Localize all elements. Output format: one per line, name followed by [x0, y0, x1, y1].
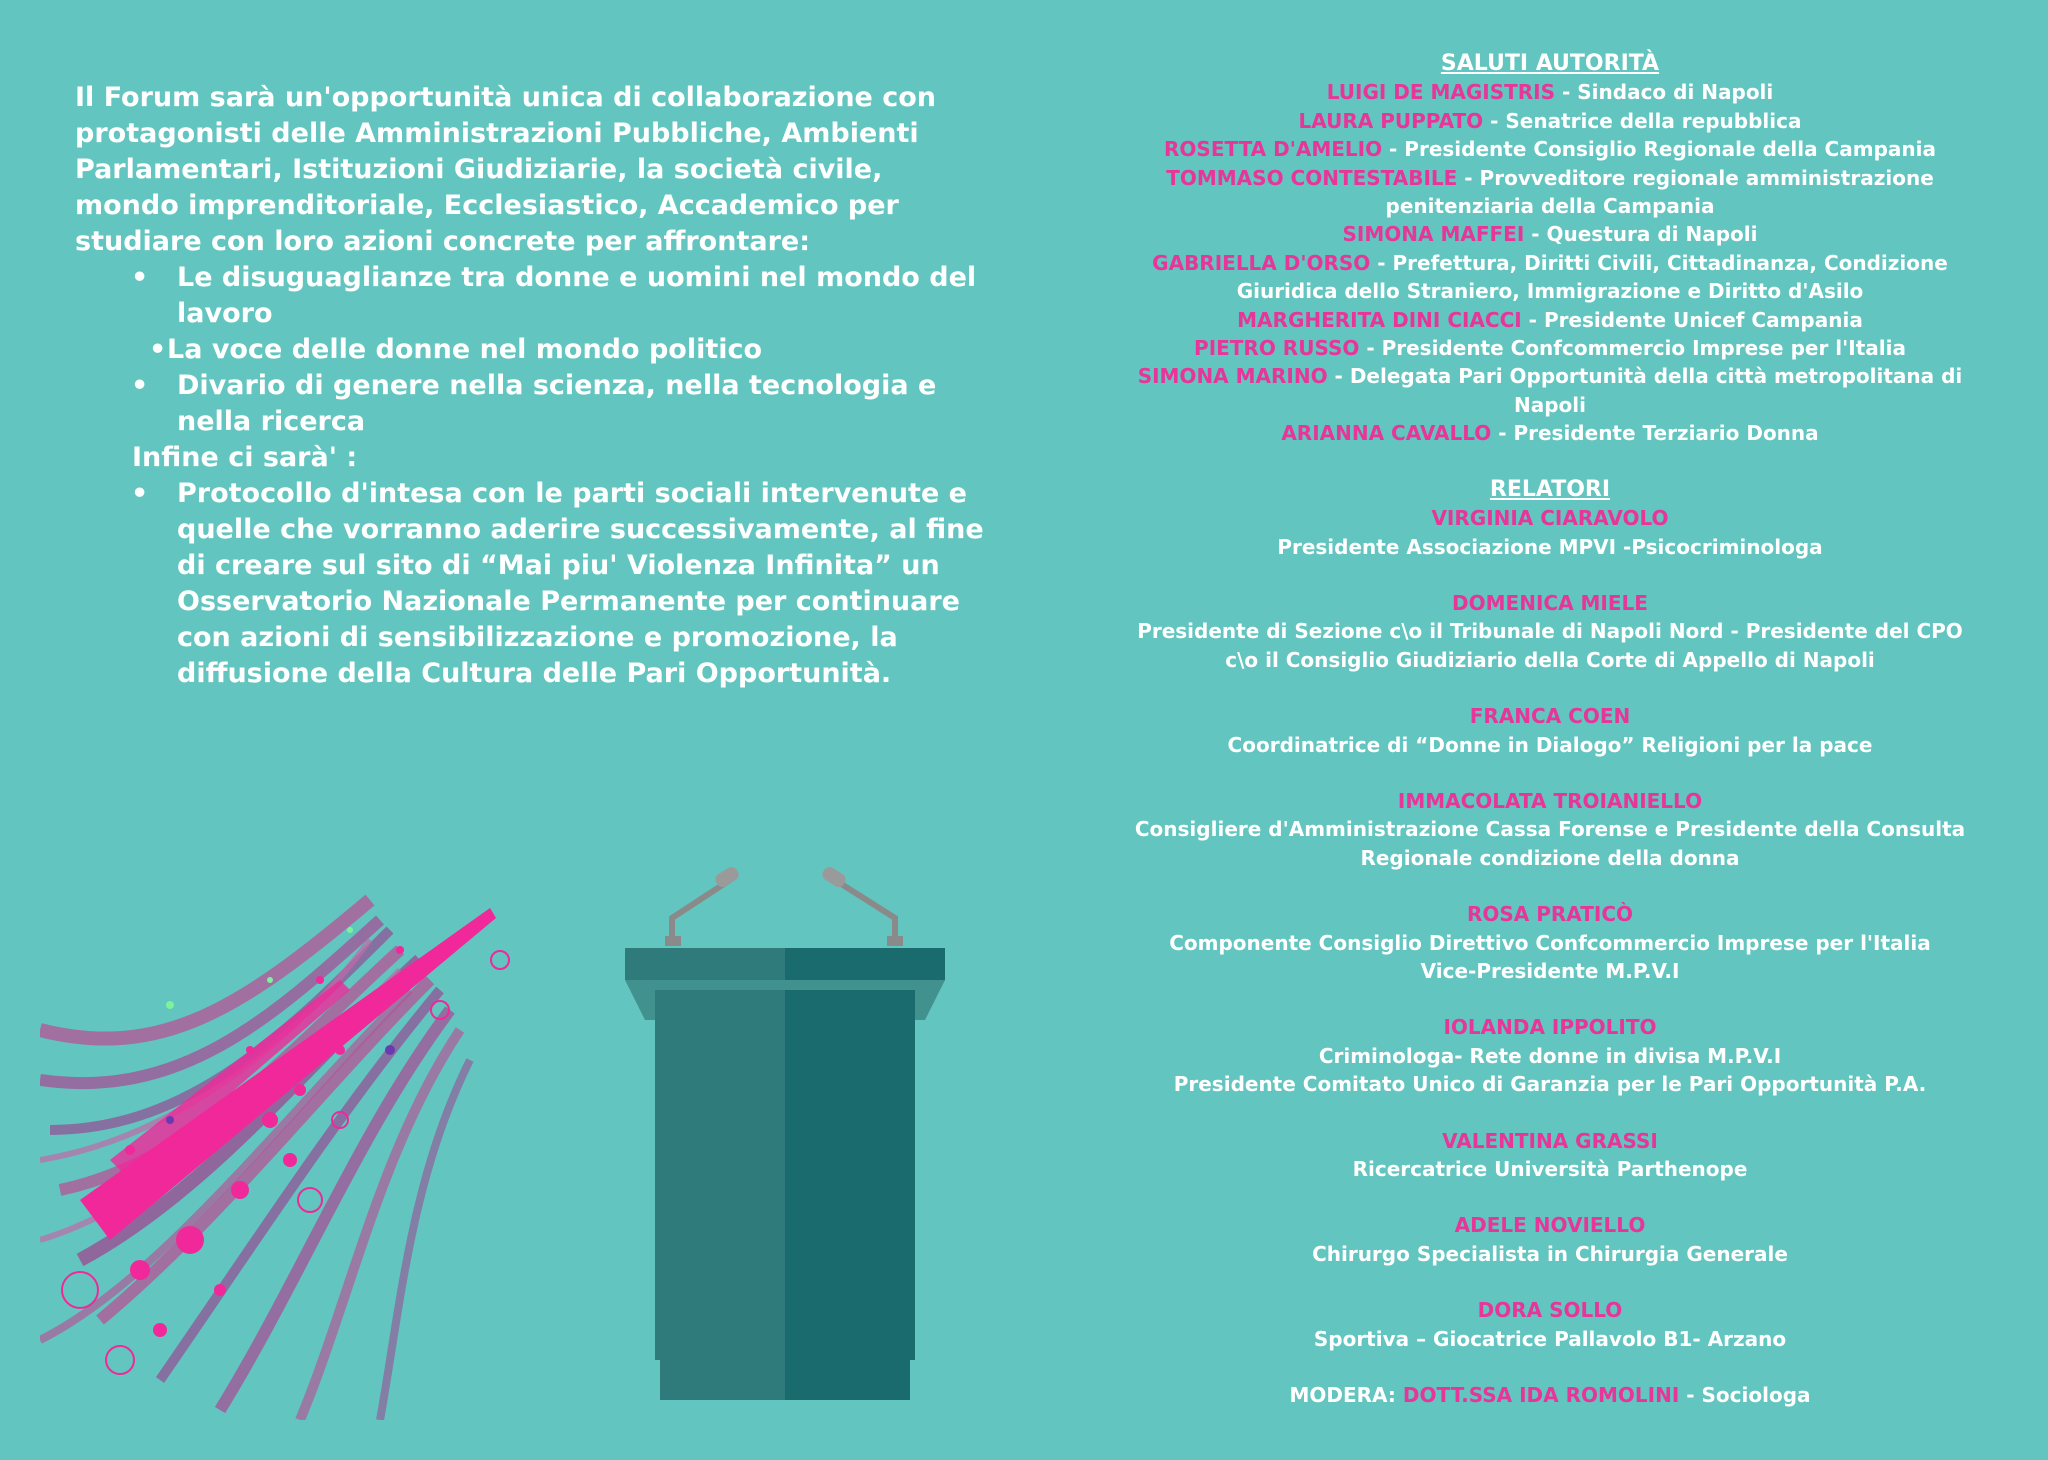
relatore-role: Criminologa- Rete donne in divisa M.P.V.I — [1318, 1043, 1782, 1068]
saluti-name: ARIANNA CAVALLO — [1281, 421, 1492, 446]
saluti-role: - Questura di Napoli — [1524, 222, 1758, 247]
relatore-item — [1110, 1127, 1990, 1184]
relatore-item — [1110, 702, 1990, 759]
relatore-role: Chirurgo Specialista in Chirurgia Generale — [1312, 1241, 1788, 1266]
saluti-item — [1110, 419, 1990, 447]
relatore-name: FRANCA COEN — [1469, 704, 1631, 729]
saluti-heading: SALUTI AUTORITÀ — [1440, 51, 1660, 76]
topic-item: • Divario di genere nella scienza, nella tecnologia e nella ricerca — [75, 368, 995, 440]
saluti-role: - Senatrice della repubblica — [1483, 108, 1802, 133]
relatore-role: Regionale condizione della donna — [1360, 845, 1740, 870]
saluti-role: - Presidente Unicef Campania — [1521, 307, 1863, 332]
relatore-name: ROSA PRATICÒ — [1467, 902, 1633, 927]
relatore-name: VIRGINIA CIARAVOLO — [1431, 506, 1669, 531]
relatore-role: Vice-Presidente M.P.V.I — [1420, 958, 1680, 983]
relatore-role: Presidente Associazione MPVI -Psicocriminologa — [1277, 534, 1823, 559]
moderator-role: - Sociologa — [1679, 1383, 1811, 1408]
saluti-item — [1110, 164, 1990, 221]
protocol-item: • Protocollo d'intesa con le parti sociali intervenute e quelle che vorranno aderire successivamente, al fine di creare sul sito di “Mai piu' Violenza Infinita” un Osservatorio Nazionale Permanente per continuare con azioni di sensibilizzazione e promozione, la diffusione della Cultura delle Pari Opportunità. — [75, 476, 995, 692]
saluti-item — [1110, 306, 1990, 334]
relatore-item — [1110, 589, 1990, 674]
relatore-item — [1110, 787, 1990, 872]
relatore-role: Presidente Comitato Unico di Garanzia per le Pari Opportunità P.A. — [1173, 1072, 1927, 1097]
saluti-name: LUIGI DE MAGISTRIS — [1326, 80, 1556, 105]
saluti-role: - Delegata Pari Opportunità della città metropolitana di Napoli — [1327, 364, 1963, 417]
saluti-list — [1110, 78, 1990, 447]
relatore-name: DOMENICA MIELE — [1452, 590, 1648, 615]
relatore-item — [1110, 1211, 1990, 1268]
saluti-item — [1110, 334, 1990, 362]
moderator-label: MODERA: — [1289, 1383, 1403, 1408]
saluti-role: - Presidente Terziario Donna — [1491, 421, 1819, 446]
saluti-item — [1110, 135, 1990, 163]
relatore-name: IOLANDA IPPOLITO — [1443, 1015, 1657, 1040]
intro-paragraph: Il Forum sarà un'opportunità unica di collaborazione con protagonisti delle Amministrazioni Pubbliche, Ambienti Parlamentari, Istituzioni Giudiziarie, la società civile, mondo imprenditoriale, Ecclesiastico, Accademico per studiare con loro azioni concrete per affrontare: — [75, 82, 937, 257]
relatore-role: c\o il Consiglio Giudiziario della Corte di Appello di Napoli — [1225, 647, 1875, 672]
relatore-item — [1110, 900, 1990, 985]
topic-item: • La voce delle donne nel mondo politico — [75, 332, 995, 368]
saluti-name: SIMONA MARINO — [1137, 364, 1328, 389]
saluti-name: ROSETTA D'AMELIO — [1164, 137, 1383, 162]
saluti-role: - Sindaco di Napoli — [1555, 80, 1774, 105]
abstract-ribbons-illustration — [40, 860, 560, 1420]
saluti-name: SIMONA MAFFEI — [1342, 222, 1525, 247]
relatore-name: ADELE NOVIELLO — [1454, 1213, 1646, 1238]
saluti-item — [1110, 107, 1990, 135]
speakers-list — [1110, 50, 1990, 1409]
saluti-role: - Prefettura, Diritti Civili, Cittadinanza, Condizione Giuridica dello Straniero, Immigrazione e Diritto d'Asilo — [1236, 250, 1948, 304]
relatori-list — [1110, 504, 1990, 1381]
saluti-name: GABRIELLA D'ORSO — [1152, 250, 1371, 275]
podium-illustration — [600, 860, 960, 1420]
relatori-heading: RELATORI — [1489, 476, 1611, 502]
relatore-role: Sportiva – Giocatrice Pallavolo B1- Arzano — [1313, 1326, 1787, 1351]
saluti-item — [1110, 78, 1990, 106]
relatore-item — [1110, 1296, 1990, 1353]
relatore-item — [1110, 504, 1990, 561]
moderator-name: DOTT.SSA IDA ROMOLINI — [1402, 1383, 1680, 1408]
saluti-name: LAURA PUPPATO — [1298, 108, 1484, 133]
saluti-item — [1110, 220, 1990, 248]
saluti-role: - Presidente Confcommercio Imprese per l'Italia — [1359, 336, 1906, 361]
program-text — [75, 80, 995, 692]
moderator-line — [1110, 1381, 1990, 1409]
saluti-name: MARGHERITA DINI CIACCI — [1237, 307, 1522, 332]
relatore-name: DORA SOLLO — [1477, 1298, 1623, 1323]
relatore-role: Ricercatrice Università Parthenope — [1352, 1157, 1748, 1181]
relatore-name: IMMACOLATA TROIANIELLO — [1397, 788, 1703, 813]
saluti-item — [1110, 362, 1990, 419]
relatore-name: VALENTINA GRASSI — [1442, 1128, 1658, 1153]
relatore-role: Componente Consiglio Direttivo Confcommercio Imprese per l'Italia — [1169, 930, 1931, 955]
relatore-item — [1110, 1013, 1990, 1098]
saluti-item — [1110, 249, 1990, 306]
saluti-role: - Presidente Consiglio Regionale della Campania — [1382, 137, 1936, 162]
saluti-role: - Provveditore regionale amministrazione penitenziaria della Campania — [1385, 165, 1934, 219]
topic-item: • Le disuguaglianze tra donne e uomini nel mondo del lavoro — [75, 260, 995, 332]
relatore-role: Consigliere d'Amministrazione Cassa Forense e Presidente della Consulta — [1134, 817, 1966, 842]
infine-label: Infine ci sarà' : — [132, 442, 358, 473]
relatore-role: Presidente di Sezione c\o il Tribunale di Napoli Nord - Presidente del CPO — [1137, 619, 1963, 644]
saluti-name: PIETRO RUSSO — [1194, 336, 1360, 361]
relatore-role: Coordinatrice di “Donne in Dialogo” Religioni per la pace — [1227, 732, 1873, 757]
saluti-name: TOMMASO CONTESTABILE — [1166, 165, 1458, 190]
